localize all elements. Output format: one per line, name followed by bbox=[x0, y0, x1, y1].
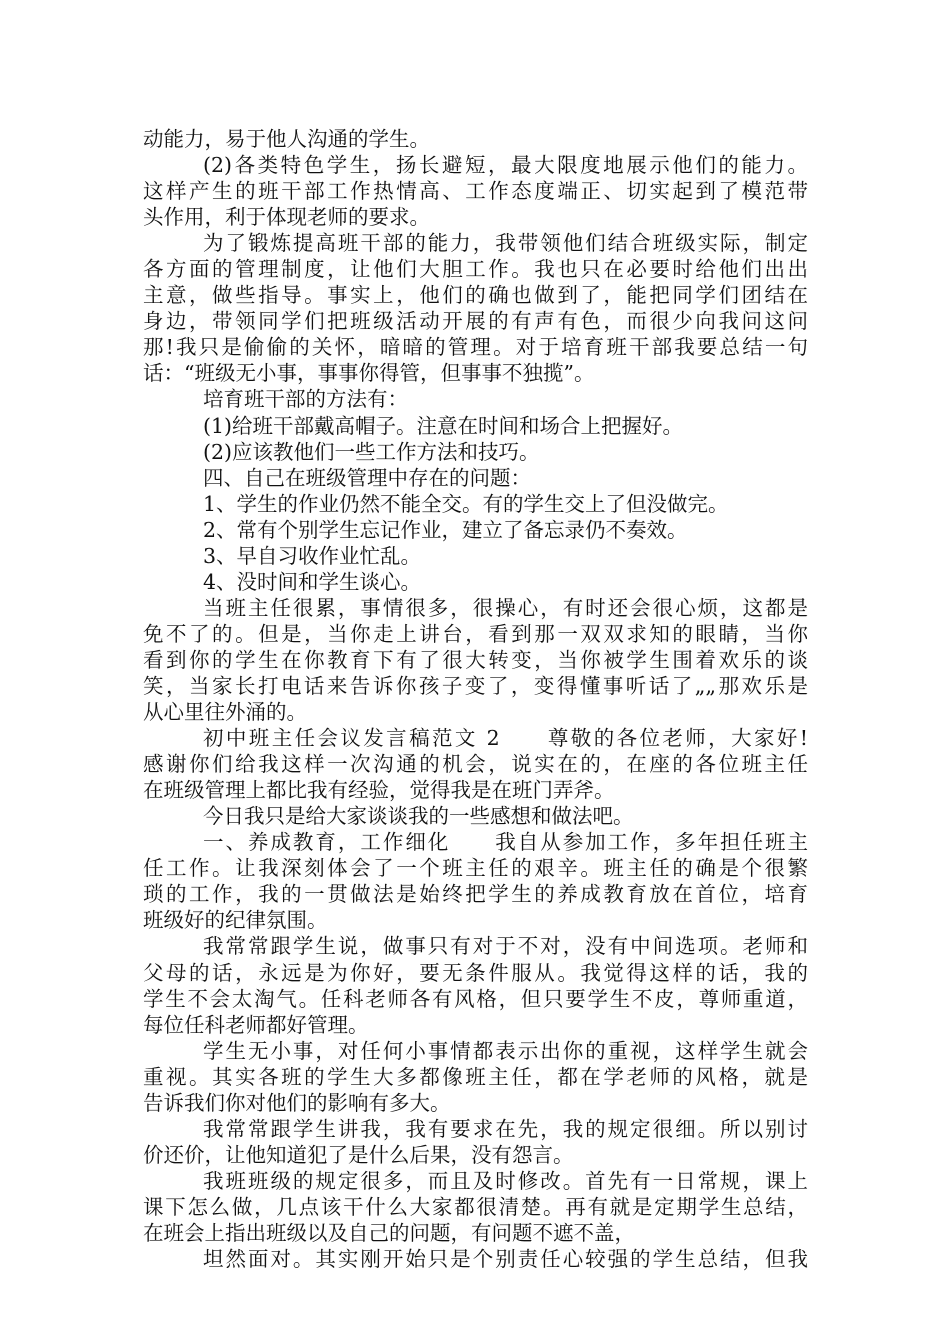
text-line-5: 为了锻炼提高班干部的能力，我带领他们结合班级实际，制定 bbox=[203, 231, 808, 256]
text-line-4: 头作用，利于体现老师的要求。 bbox=[143, 205, 430, 230]
text-line-7: 主意，做些指导。事实上，他们的确也做到了，能把同学们团结在 bbox=[143, 283, 808, 308]
text-line-33: 父母的话，永远是为你好，要无条件服从。我觉得这样的话，我的 bbox=[143, 960, 808, 985]
text-line-40: 价还价，让他知道犯了是什么后果，没有怨言。 bbox=[143, 1142, 574, 1167]
text-line-20: 免不了的。但是，当你走上讲台，看到那一双双求知的眼睛，当你 bbox=[143, 621, 808, 646]
text-line-3: 这样产生的班干部工作热情高、工作态度端正、切实起到了模范带 bbox=[143, 179, 808, 204]
text-line-41: 我班班级的规定很多，而且及时修改。首先有一日常规，课上 bbox=[203, 1168, 808, 1193]
document-page bbox=[143, 126, 808, 1272]
text-line-23: 从心里往外涌的。 bbox=[143, 700, 307, 725]
text-line-10: 话：“班级无小事，事事你得管，但事事不独揽”。 bbox=[143, 361, 595, 386]
text-line-38: 告诉我们你对他们的影响有多大。 bbox=[143, 1090, 451, 1115]
text-line-6: 各方面的管理制度，让他们大胆工作。我也只在必要时给他们出出 bbox=[143, 257, 808, 282]
text-line-12: (1)给班干部戴高帽子。注意在时间和场合上把握好。 bbox=[203, 413, 684, 438]
text-line-43: 在班会上指出班级以及自己的问题，有问题不遮不盖， bbox=[143, 1220, 635, 1245]
text-line-1: 动能力，易于他人沟通的学生。 bbox=[143, 127, 430, 151]
text-line-25: 感谢你们给我这样一次沟通的机会，说实在的，在座的各位班主任 bbox=[143, 752, 808, 777]
text-line-34: 学生不会太淘气。任科老师各有风格，但只要学生不皮，尊师重道， bbox=[143, 986, 808, 1011]
text-line-44: 坦然面对。其实刚开始只是个别责任心较强的学生总结，但我 bbox=[203, 1247, 808, 1272]
text-line-16: 2、常有个别学生忘记作业，建立了备忘录仍不奏效。 bbox=[203, 517, 688, 542]
text-line-8: 身边，带领同学们把班级活动开展的有声有色，而很少向我问这问 bbox=[143, 309, 808, 334]
text-line-22: 笑，当家长打电话来告诉你孩子变了，变得懂事听话了„„那欢乐是 bbox=[143, 673, 808, 698]
text-line-13: (2)应该教他们一些工作方法和技巧。 bbox=[203, 439, 540, 464]
text-line-18: 4、没时间和学生谈心。 bbox=[203, 569, 422, 594]
text-line-2: (2)各类特色学生，扬长避短，最大限度地展示他们的能力。 bbox=[203, 153, 808, 178]
text-line-11: 培育班干部的方法有： bbox=[203, 387, 408, 412]
text-line-42: 课下怎么做，几点该干什么大家都很清楚。再有就是定期学生总结， bbox=[143, 1194, 808, 1219]
text-line-27: 今日我只是给大家谈谈我的一些感想和做法吧。 bbox=[203, 804, 634, 829]
text-line-14: 四、自己在班级管理中存在的问题： bbox=[203, 465, 531, 490]
text-line-28: 一、养成教育，工作细化 我自从参加工作，多年担任班主 bbox=[203, 830, 808, 855]
text-line-21: 看到你的学生在你教育下有了很大转变，当你被学生围着欢乐的谈 bbox=[143, 647, 808, 672]
text-line-36: 学生无小事，对任何小事情都表示出你的重视，这样学生就会 bbox=[203, 1038, 808, 1063]
text-line-39: 我常常跟学生讲我，我有要求在先，我的规定很细。所以别讨 bbox=[203, 1116, 808, 1141]
text-line-30: 琐的工作，我的一贯做法是始终把学生的养成教育放在首位，培育 bbox=[143, 882, 808, 907]
text-line-37: 重视。其实各班的学生大多都像班主任，都在学老师的风格，就是 bbox=[143, 1064, 808, 1089]
text-line-29: 任工作。让我深刻体会了一个班主任的艰辛。班主任的确是个很繁 bbox=[143, 856, 808, 881]
text-line-17: 3、早自习收作业忙乱。 bbox=[203, 543, 422, 568]
text-line-31: 班级好的纪律氛围。 bbox=[143, 908, 328, 933]
text-line-26: 在班级管理上都比我有经验，觉得我是在班门弄斧。 bbox=[143, 778, 615, 803]
text-line-9: 那!我只是偷偷的关怀，暗暗的管理。对于培育班干部我要总结一句 bbox=[143, 335, 808, 360]
text-line-35: 每位任科老师都好管理。 bbox=[143, 1012, 369, 1037]
text-line-32: 我常常跟学生说，做事只有对于不对，没有中间选项。老师和 bbox=[203, 934, 808, 959]
text-line-19: 当班主任很累，事情很多，很操心，有时还会很心烦，这都是 bbox=[203, 595, 808, 620]
text-line-15: 1、学生的作业仍然不能全交。有的学生交上了但没做完。 bbox=[203, 491, 729, 516]
text-line-24: 初中班主任会议发言稿范文 2 尊敬的各位老师，大家好! bbox=[203, 726, 808, 751]
